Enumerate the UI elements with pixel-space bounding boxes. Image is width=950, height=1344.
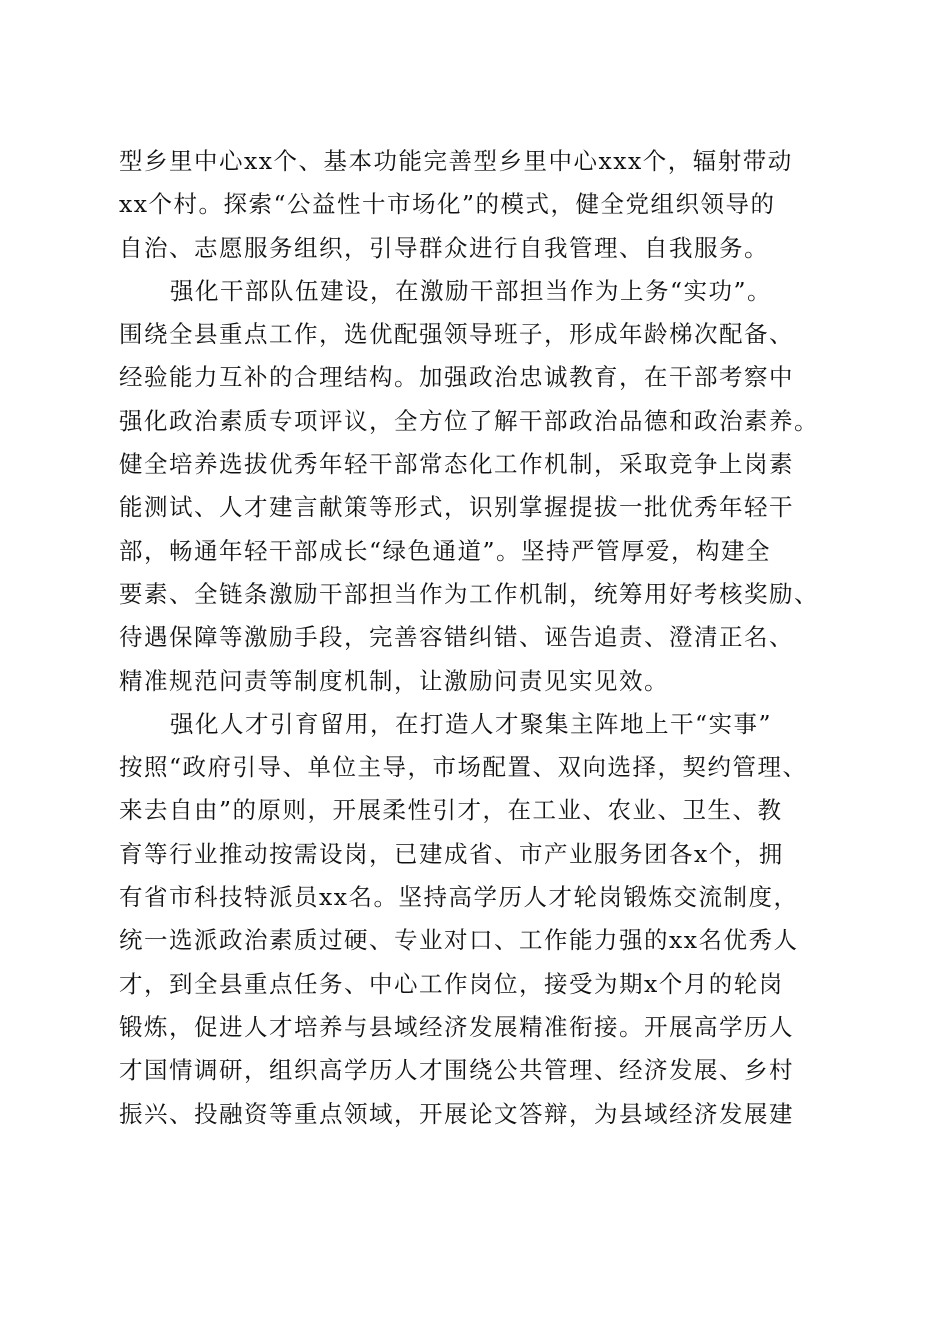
text-line: 统一选派政治素质过硬、专业对口、工作能力强的xx名优秀人 <box>119 926 799 955</box>
text-line: 部，畅通年轻干部成长“绿色通道”。坚持严管厚爱，构建全 <box>119 536 772 565</box>
text-line: 型乡里中心xx个、基本功能完善型乡里中心xxx个，辐射带动 <box>119 147 793 175</box>
paragraph-2 <box>119 270 839 703</box>
text-line: 健全培养选拔优秀年轻干部常态化工作机制，采取竞争上岗素 <box>119 450 794 479</box>
text-line: 待遇保障等激励手段，完善容错纠错、诬告追责、澄清正名、 <box>119 623 794 652</box>
text-line: 来去自由”的原则，开展柔性引才，在工业、农业、卫生、教 <box>119 796 783 825</box>
text-line: 按照“政府引导、单位主导，市场配置、双向选择，契约管理、 <box>119 753 808 782</box>
text-line: 育等行业推动按需设岗，已建成省、市产业服务团各x个，拥 <box>119 839 784 868</box>
text-line: xx个村。探索“公益性十市场化”的模式，健全党组织领导的 <box>119 190 776 219</box>
text-line: 精准规范问责等制度机制，让激励问责见实见效。 <box>119 666 669 695</box>
paragraph-heading-line: 强化干部队伍建设，在激励干部担当作为上务“实功”。 <box>170 276 773 305</box>
text-line: 锻炼，促进人才培养与县域经济发展精准衔接。开展高学历人 <box>119 1012 794 1041</box>
text-line: 要素、全链条激励干部担当作为工作机制，统筹用好考核奖励、 <box>119 579 819 608</box>
text-line: 才国情调研，组织高学历人才围绕公共管理、经济发展、乡村 <box>119 1056 794 1085</box>
text-line: 围绕全县重点工作，选优配强领导班子，形成年龄梯次配备、 <box>119 320 794 349</box>
text-line: 强化政治素质专项评议，全方位了解干部政治品德和政治素养。 <box>119 406 819 435</box>
paragraph-3 <box>119 703 839 1136</box>
text-line: 能测试、人才建言献策等形式，识别掌握提拔一批优秀年轻干 <box>119 493 794 522</box>
text-line: 振兴、投融资等重点领域，开展论文答辩，为县域经济发展建 <box>119 1099 794 1128</box>
text-line: 经验能力互补的合理结构。加强政治忠诚教育，在干部考察中 <box>119 363 794 392</box>
paragraph-1 <box>119 140 839 270</box>
body-text <box>119 140 839 1136</box>
paragraph-heading-line: 强化人才引育留用，在打造人才聚集主阵地上干“实事” <box>170 709 773 738</box>
text-line: 有省市科技特派员xx名。坚持高学历人才轮岗锻炼交流制度， <box>119 883 799 912</box>
text-line: 自治、志愿服务组织，引导群众进行自我管理、自我服务。 <box>119 233 769 262</box>
text-line: 才，到全县重点任务、中心工作岗位，接受为期x个月的轮岗 <box>119 969 784 998</box>
